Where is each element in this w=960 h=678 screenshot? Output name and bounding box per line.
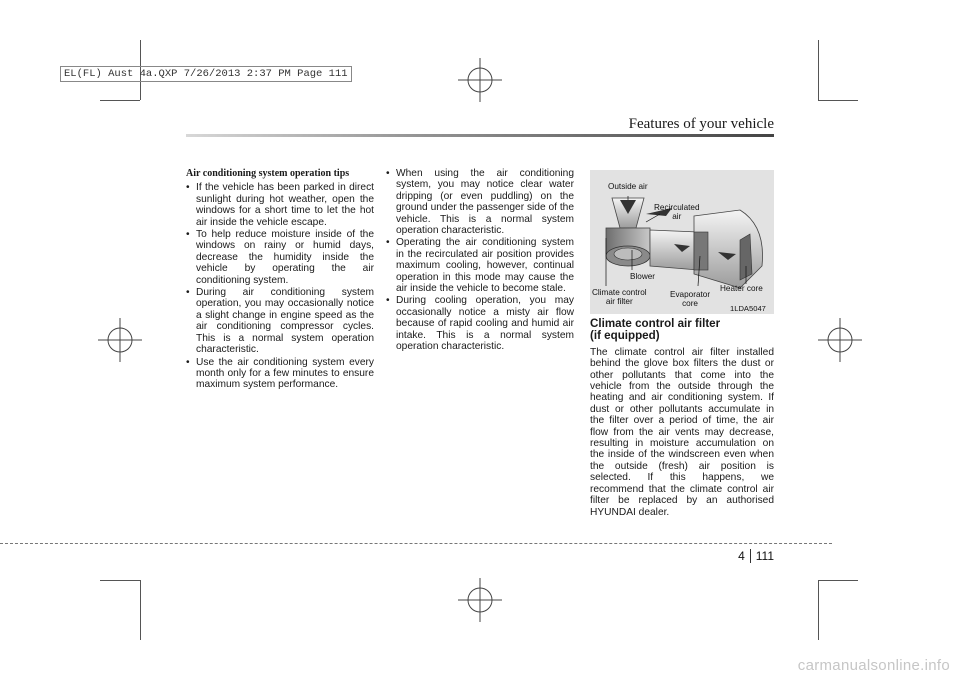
label-heater-core: Heater core — [720, 284, 763, 293]
label-recirculated-air: Recirculated air — [654, 203, 700, 221]
list-item: • During air conditioning system operation, you may occasionally notice a slight change in engine speed as the air conditioning compressor cycles. This is a normal system operation characteristic. — [186, 287, 374, 355]
left-column — [186, 168, 374, 392]
list-item: • Use the air conditioning system every month only for a few minutes to ensure maximum system performance. — [186, 357, 374, 391]
page-number-value: 111 — [755, 549, 774, 563]
crop-mark — [818, 100, 858, 101]
watermark: carmanualsonline.info — [797, 657, 950, 674]
registration-mark-icon — [818, 318, 862, 362]
crop-mark — [818, 580, 858, 581]
hvac-diagram — [590, 170, 774, 314]
middle-bullet-list — [386, 168, 574, 353]
registration-mark-icon — [98, 318, 142, 362]
crop-mark — [818, 580, 819, 640]
right-column — [590, 318, 774, 518]
header-title: Features of your vehicle — [628, 116, 774, 132]
label-blower: Blower — [630, 272, 656, 281]
list-item: • Operating the air conditioning system in the recirculated air position provides maximum cooling, however, continual operation in this mode may cause the air inside the vehicle to become stale. — [386, 237, 574, 294]
list-item: • To help reduce moisture inside of the windows on rainy or humid days, decrease the humidity inside the vehicle by operating the air conditioning system. — [186, 229, 374, 286]
section-body: The climate control air filter installed behind the glove box filters the dust or other pollutants that come into the vehicle from the outside through the heating and air conditioning system. If dust or other pollutants accumulate in the filter over a period of time, the air flow from the air vents may decrease, resulting in moisture accumulation on the inside of the windscreen even when the outside (fresh) air position is selected. If this happens, we recommend that the climate control air filter be replaced by an authorised HYUNDAI dealer. — [590, 346, 774, 518]
sub-heading: Air conditioning system operation tips — [186, 168, 350, 179]
header-rule — [186, 134, 774, 137]
crop-mark — [140, 580, 141, 640]
list-item: • When using the air conditioning system, you may notice clear water dripping (or even puddling) on the ground under the passenger side of the vehicle. This is a normal system operation characteristic. — [386, 168, 574, 236]
label-climate-filter: Climate control air filter — [592, 288, 647, 306]
registration-mark-icon — [458, 58, 502, 102]
crop-mark — [818, 40, 819, 100]
registration-mark-icon — [458, 578, 502, 622]
label-outside-air: Outside air — [608, 182, 648, 191]
middle-column — [386, 168, 574, 354]
crop-mark — [100, 580, 140, 581]
crop-mark — [100, 100, 140, 101]
list-item: • If the vehicle has been parked in direct sunlight during hot weather, open the windows for a short time to let the hot air inside the vehicle escape. — [186, 182, 374, 228]
print-slug: EL(FL) Aust 4a.QXP 7/26/2013 2:37 PM Page 111 — [60, 66, 352, 82]
section-title: Climate control air filter (if equipped) — [590, 317, 721, 343]
figure-code: 1LDA5047 — [730, 304, 766, 313]
left-bullet-list — [186, 182, 374, 390]
chapter-number: 4 — [738, 549, 751, 563]
label-evaporator-core: Evaporator core — [670, 290, 711, 308]
footer-rule — [0, 543, 832, 544]
page-number — [738, 549, 774, 563]
list-item: • During cooling operation, you may occasionally notice a misty air flow because of rapid cooling and humid air intake. This is a normal system operation characteristic. — [386, 295, 574, 352]
